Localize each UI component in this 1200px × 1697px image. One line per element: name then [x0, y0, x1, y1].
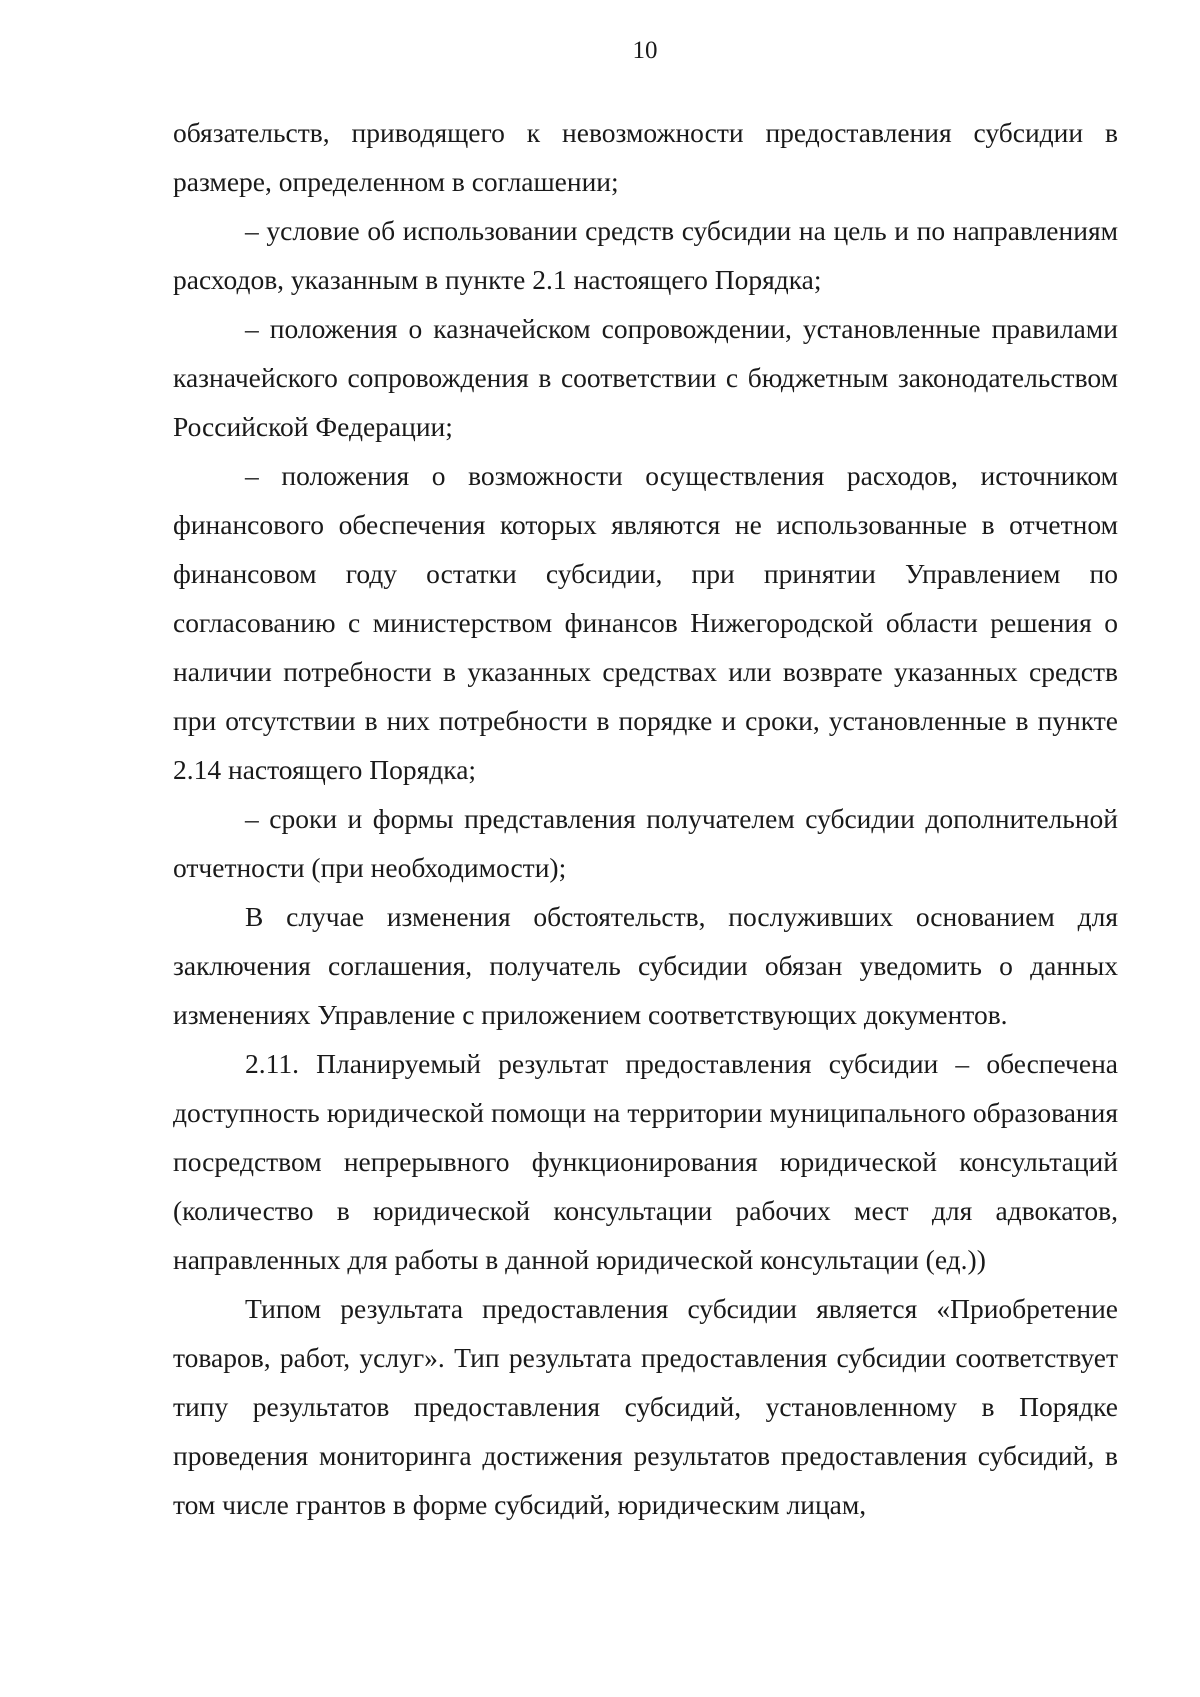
paragraph-planned-result: 2.11. Планируемый результат предоставления субсидии – обеспечена доступность юридической помощи на территории муниципального образования посредством непрерывного функционирования юридической консультаций (количество в юридической консультации рабочих мест для адвокатов, направленных для работы в данной юридической консультации (ед.)) — [173, 1048, 1118, 1275]
paragraph-result-type: Типом результата предоставления субсидии является «Приобретение товаров, работ, услуг». Тип результата предоставления субсидии соответствует типу результатов предоставления субсидий, установленному в Порядке проведения мониторинга достижения результатов предоставления субсидий, в том числе грантов в форме субсидий, юридическим лицам, — [173, 1293, 1118, 1520]
document-body — [173, 108, 1118, 1529]
paragraph-treasury-support: – положения о казначейском сопровождении, установленные правилами казначейского сопровождения в соответствии с бюджетным законодательством Российской Федерации; — [173, 313, 1118, 442]
paragraph-change-of-circumstances: В случае изменения обстоятельств, послуживших основанием для заключения соглашения, получатель субсидии обязан уведомить о данных изменениях Управление с приложением соответствующих документов. — [173, 901, 1118, 1030]
page-number: 10 — [632, 37, 658, 64]
paragraph-reporting-terms: – сроки и формы представления получателем субсидии дополнительной отчетности (при необходимости); — [173, 803, 1118, 883]
paragraph-condition-use-of-funds: – условие об использовании средств субсидии на цель и по направлениям расходов, указанным в пункте 2.1 настоящего Порядка; — [173, 215, 1118, 295]
paragraph-obligations-continuation: обязательств, приводящего к невозможности предоставления субсидии в размере, определенном в соглашении; — [173, 117, 1118, 197]
paragraph-unused-balances: – положения о возможности осуществления расходов, источником финансового обеспечения которых являются не использованные в отчетном финансовом году остатки субсидии, при принятии Управлением по согласованию с министерством финансов Нижегородской области решения о наличии потребности в указанных средствах или возврате указанных средств при отсутствии в них потребности в порядке и сроки, установленные в пункте 2.14 настоящего Порядка; — [173, 460, 1118, 785]
